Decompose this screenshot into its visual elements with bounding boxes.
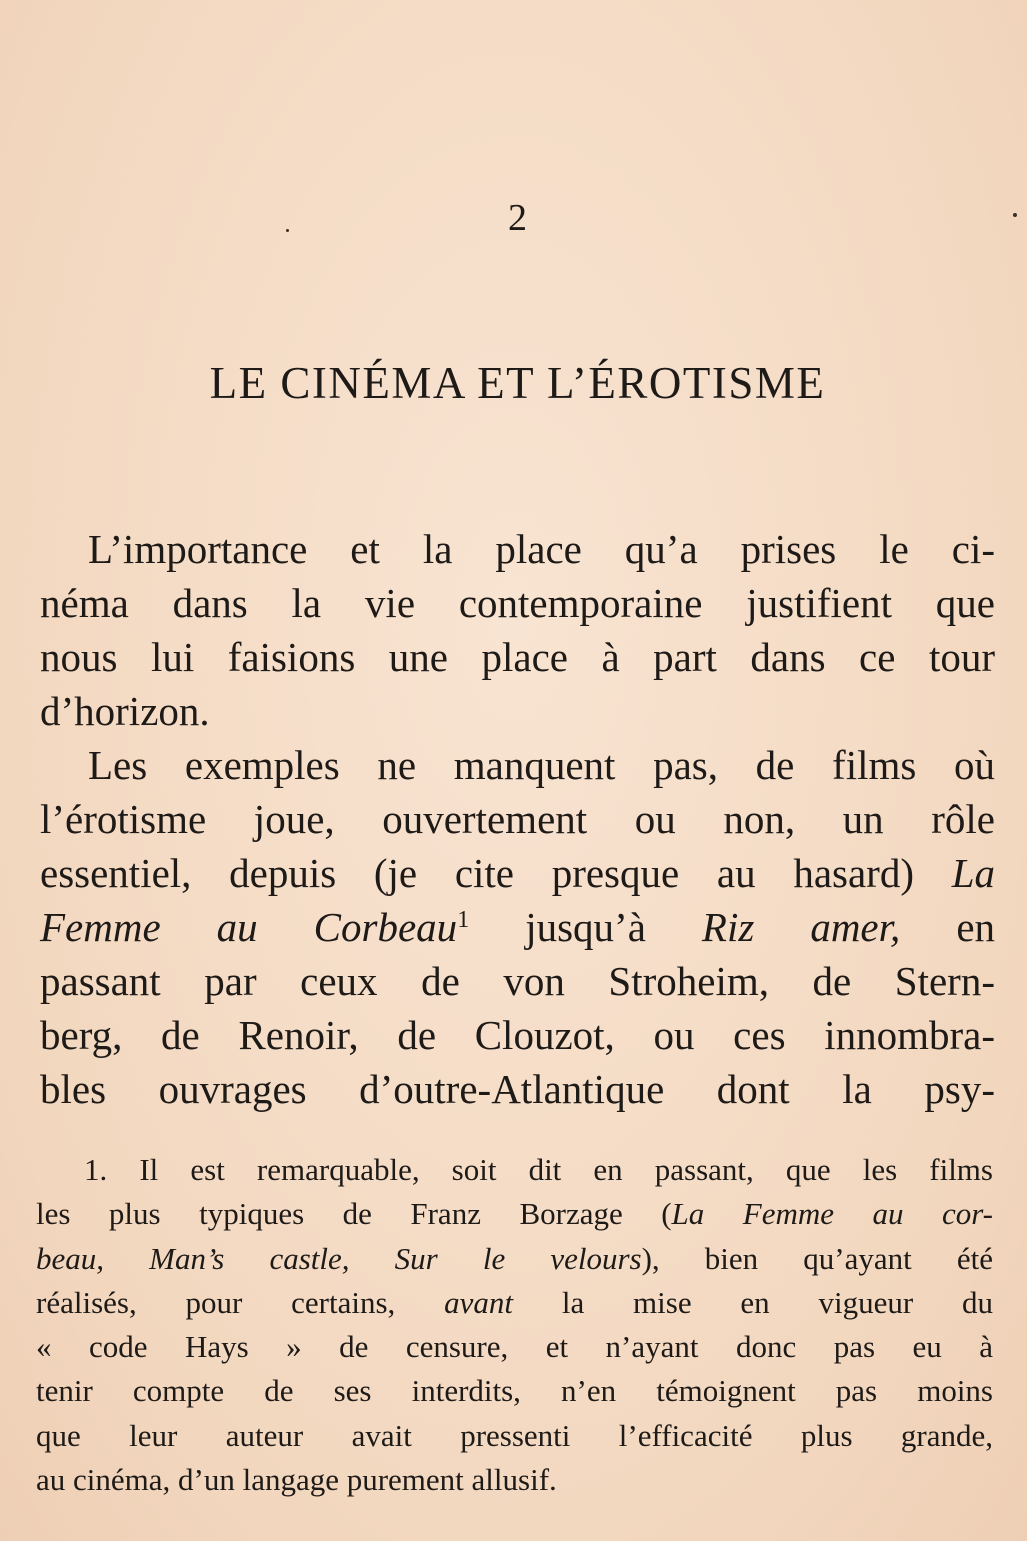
footnote-line xyxy=(36,1281,993,1325)
film-title-italic: Femme au Corbeau xyxy=(40,904,458,950)
footnote-line: « code Hays » de censure, et n’ayant donc pas eu à xyxy=(36,1329,993,1365)
footnote xyxy=(36,1148,993,1502)
footnote-marker: 1 xyxy=(457,907,470,933)
body-text xyxy=(40,522,995,1116)
page-number: 2 xyxy=(508,197,527,239)
paper-speck xyxy=(286,229,289,232)
text-line: berg, de Renoir, de Clouzot, ou ces innombra- xyxy=(40,1012,995,1058)
footnote-line xyxy=(36,1237,993,1281)
footnote-line xyxy=(36,1192,993,1236)
text-segment: essentiel, depuis (je cite presque au hasard) xyxy=(40,850,914,896)
text-segment: en xyxy=(956,904,996,950)
film-title-italic: La Femme au cor- xyxy=(671,1196,994,1232)
emphasis-italic: avant xyxy=(444,1284,514,1320)
text-line: L’importance et la place qu’a prises le ci- xyxy=(88,526,995,572)
text-line: d’horizon. xyxy=(40,688,210,734)
film-title-italic: beau, Man’s castle, Sur le velours xyxy=(36,1240,642,1276)
footnote-line: tenir compte de ses interdits, n’en témoignent pas moins xyxy=(36,1373,993,1409)
text-line: l’érotisme joue, ouvertement ou non, un rôle xyxy=(40,796,995,842)
text-line: néma dans la vie contemporaine justifient que xyxy=(40,580,995,626)
text-segment: la mise en vigueur du xyxy=(561,1284,994,1320)
paper-speck xyxy=(1013,213,1017,217)
text-line: nous lui faisions une place à part dans ce tour xyxy=(40,634,995,680)
text-segment: jusqu’à xyxy=(525,904,646,950)
text-line: bles ouvrages d’outre-Atlantique dont la psy- xyxy=(40,1066,995,1112)
text-line xyxy=(40,900,995,954)
footnote-line: que leur auteur avait pressenti l’efficacité plus grande, xyxy=(36,1417,993,1453)
text-line xyxy=(40,846,995,900)
text-segment: les plus typiques de Franz Borzage ( xyxy=(36,1196,672,1232)
text-segment: réalisés, pour certains, xyxy=(36,1284,396,1320)
film-title-italic: La xyxy=(951,850,995,896)
text-segment: ), bien qu’ayant été xyxy=(641,1240,993,1276)
chapter-title: LE CINÉMA ET L’ÉROTISME xyxy=(209,358,826,408)
text-line: Les exemples ne manquent pas, de films où xyxy=(88,742,995,788)
film-title-italic: Riz amer, xyxy=(701,904,901,950)
footnote-line: au cinéma, d’un langage purement allusif. xyxy=(36,1462,557,1498)
footnote-line: 1. Il est remarquable, soit dit en passant, que les films xyxy=(84,1152,993,1187)
text-line: passant par ceux de von Stroheim, de Stern- xyxy=(40,958,995,1004)
